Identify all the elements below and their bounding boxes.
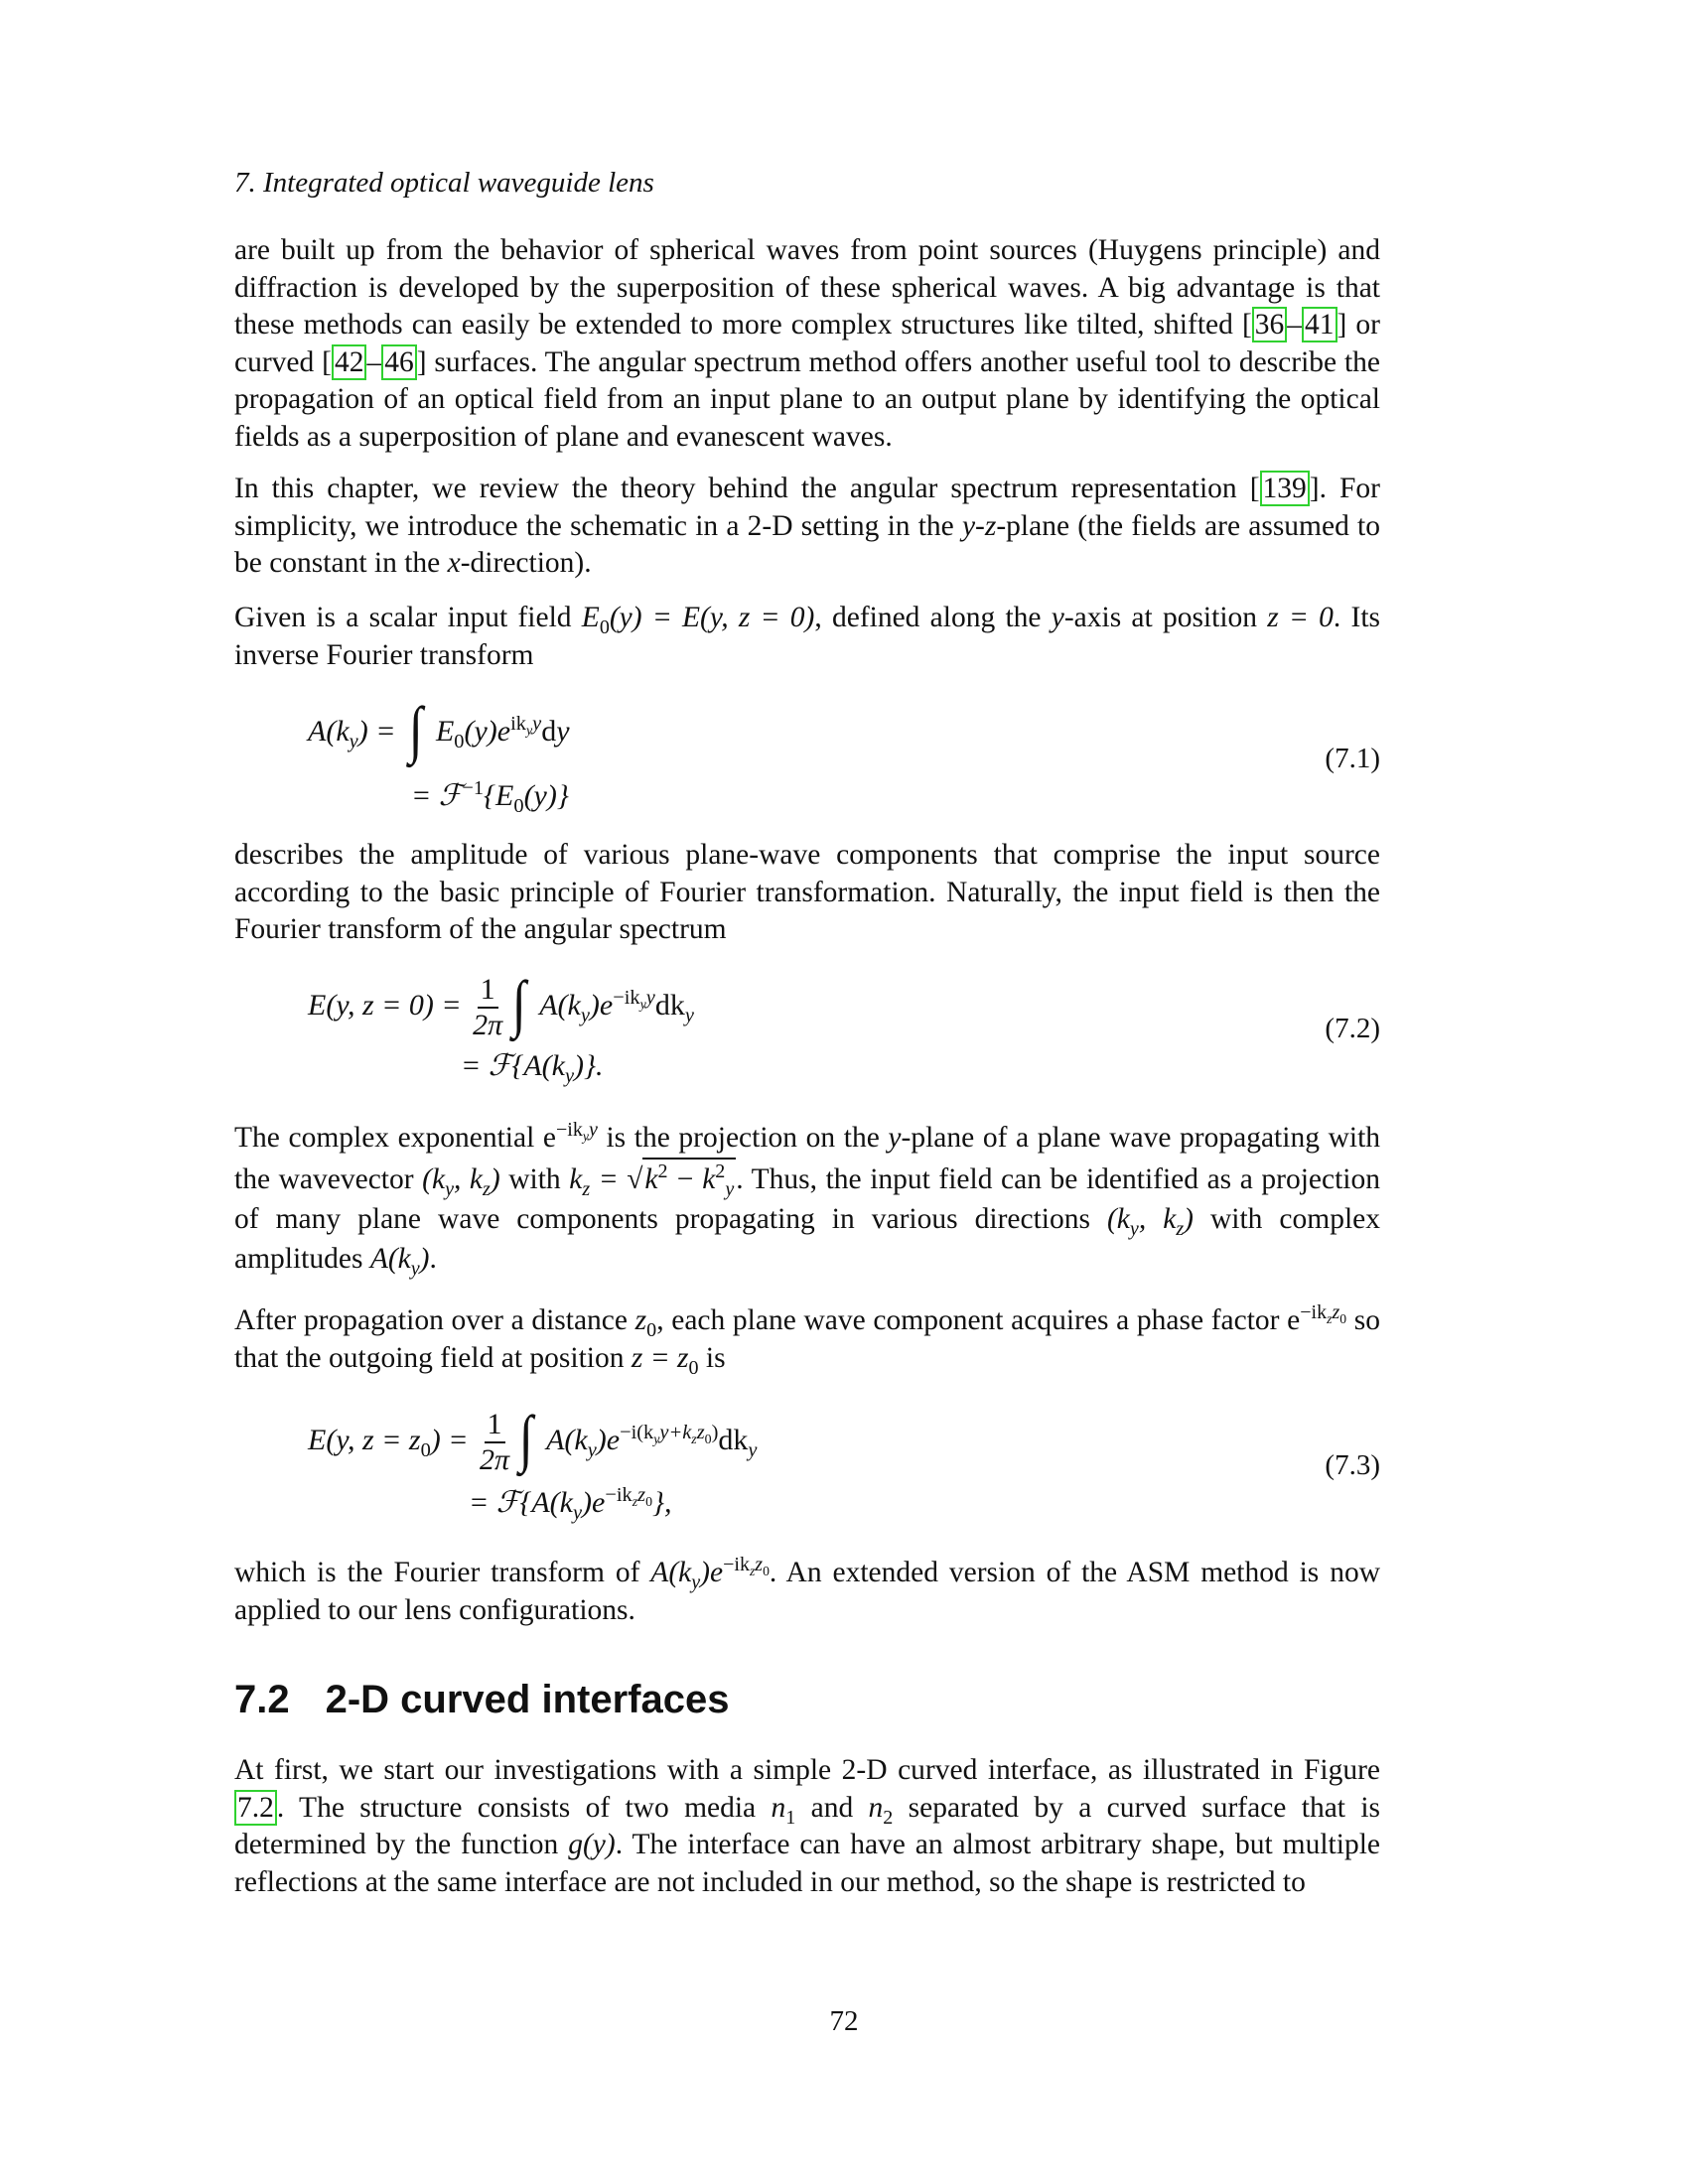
page-number: 72 xyxy=(829,2005,859,2037)
radicand: $k^2 - k^2_y$ xyxy=(642,1158,736,1199)
equation-number: (7.3) xyxy=(1325,1449,1380,1481)
citation-link[interactable]: 139 xyxy=(1260,471,1310,506)
equation-line: E(y, z = 0) = $\frac{1}{2\pi}$ ∫ $A(k_y)e^{-ik_yy}dk_y$ xyxy=(308,967,694,1041)
paragraph-7: which is the Fourier transform of $A(k_y)e^{-ik_zz_0}$. An extended version of the ASM method is now applied to our lens configurations. xyxy=(234,1554,1380,1626)
equation-7-3 xyxy=(234,1402,1380,1537)
equation-line: = $ℱ^{-1}\{E_0(y)\}$ xyxy=(411,777,569,817)
equation-line: $A(k_y)$ = ∫ $E_0(y)e^{ik_yy}dy$ xyxy=(308,694,570,764)
section-title: 2-D curved interfaces xyxy=(325,1678,730,1721)
citation-link[interactable]: 36 xyxy=(1252,307,1288,342)
equation-number: (7.1) xyxy=(1325,743,1380,774)
paragraph-1: are built up from the behavior of spherical waves from point sources (Huygens principle) and diffraction is developed by the superposition of these spherical waves. A big advantage is that these methods can easily be extended to more complex structures like tilted, shifted [ 36 – 41 ] or curved [ 42 – 46 ] surfaces. The angular spectrum method offers another useful tool to describe the propagation of an optical field from an input plane to an output plane by identifying the optical fields as a superposition of plane and evanescent waves. xyxy=(234,234,1380,453)
paragraph-4: describes the amplitude of various plane-wave components that comprise the input source according to the basic principle of Fourier transformation. Naturally, the input field is then the Fourier transform of the angular spectrum xyxy=(234,839,1380,945)
paragraph-2: In this chapter, we review the theory behind the angular spectrum representation [ 139 ]. For simplicity, we introduce the schematic in a 2-D setting in the y-z-plane (the fields are assumed to be constant in the x-direction). xyxy=(234,473,1380,579)
equation-line: = $ℱ\{A(k_y)\}$. xyxy=(461,1049,604,1087)
square-root-sign: √ xyxy=(627,1163,643,1195)
section-number: 7.2 xyxy=(234,1678,290,1721)
equation-7-2 xyxy=(234,967,1380,1092)
paragraph-6: After propagation over a distance $z_0$, each plane wave component acquires a phase factor $e^{-ik_zz_0}$ so that the outgoing field at position $z = z_0$ is xyxy=(234,1301,1380,1379)
running-head: 7. Integrated optical waveguide lens xyxy=(234,167,654,199)
equation-number: (7.2) xyxy=(1325,1013,1380,1044)
citation-link[interactable]: 46 xyxy=(381,344,417,380)
citation-link[interactable]: 41 xyxy=(1302,307,1337,342)
figure-link[interactable]: 7.2 xyxy=(234,1790,277,1826)
equation-line: E(y, $z = z_0$) = $\frac{1}{2\pi}$ ∫ $A(k_y)e^{-i(k_yy+k_zz_0)}dk_y$ xyxy=(308,1402,758,1476)
equation-line: = $ℱ\{A(k_y)e^{-ik_zz_0}\}$, xyxy=(469,1484,672,1524)
fraction: $\frac{1}{2\pi}$ xyxy=(473,973,503,1041)
fraction: $\frac{1}{2\pi}$ xyxy=(480,1408,510,1476)
section-heading xyxy=(234,1678,729,1722)
citation-link[interactable]: 42 xyxy=(332,344,367,380)
paragraph-8: At first, we start our investigations with a simple 2-D curved interface, as illustrated in Figure 7.2 . The structure consists of two media $n_1$ and $n_2$ separated by a curved surface that is determined by the function g(y). The interface can have an almost arbitrary shape, but multiple reflections at the same interface are not included in our method, so the shape is restricted to xyxy=(234,1754,1380,1898)
paragraph-3: Given is a scalar input field $E_0(y) = E(y$, z = 0), defined along the y-axis at position z = 0. Its inverse Fourier transform xyxy=(234,602,1381,671)
paragraph-5: The complex exponential $e^{-ik_yy}$ is the projection on the y-plane of a plane wave propagating with the wavevector ($k_y$, $k_z$) with $k_z = √k^2 - k^2_y$. Thus, the input field can be identified as a projection of many plane wave components propagating in various directions ($k_y$, $k_z$) with complex amplitudes $A(k_y)$. xyxy=(234,1119,1381,1280)
equation-7-1 xyxy=(234,694,1380,826)
